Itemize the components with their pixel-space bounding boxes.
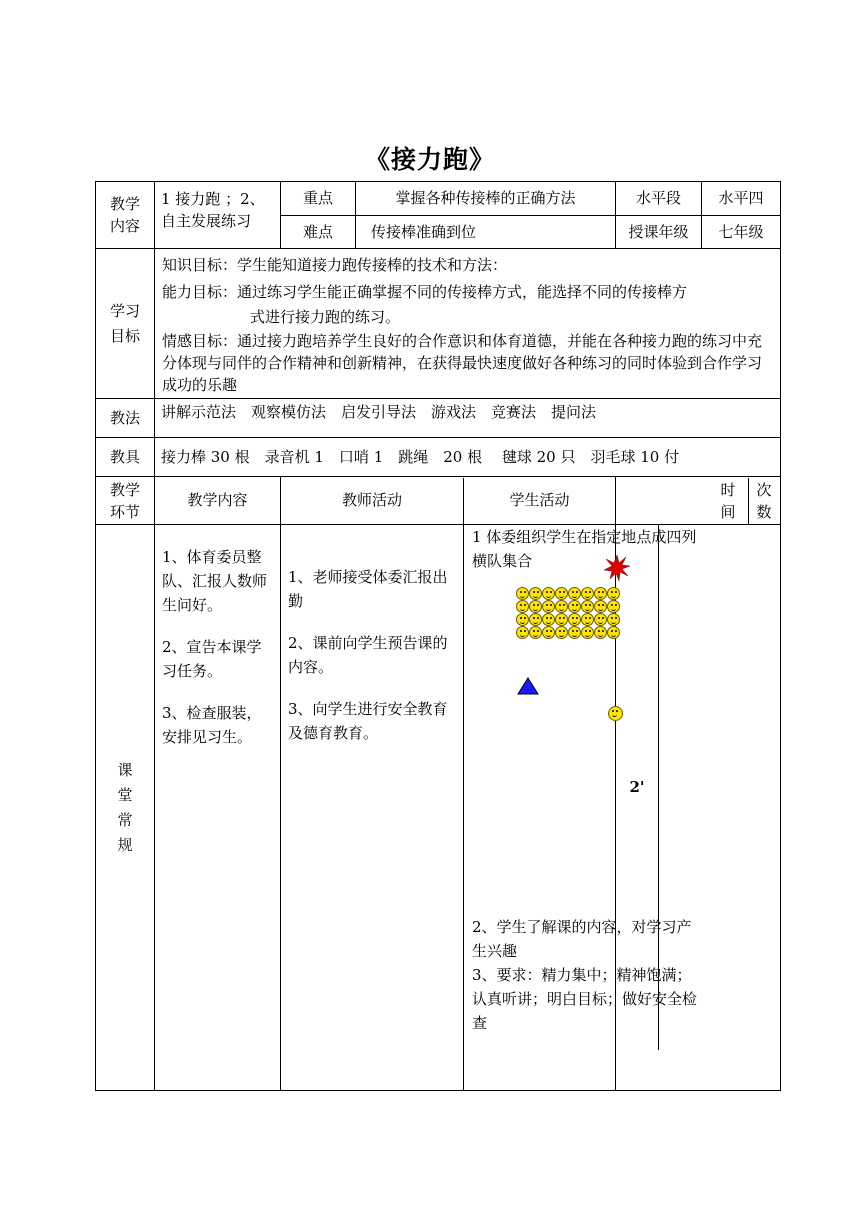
smiley-face-icon [594,626,607,639]
smiley-face-icon [529,613,542,626]
smiley-face-icon [555,626,568,639]
teacher-item: 1、老师接受体委汇报出勤 [288,568,448,610]
smiley-face-icon [529,600,542,613]
smiley-face-icon [529,587,542,600]
content-label: 教学内容 [96,182,155,249]
formation-row [516,600,620,613]
smiley-face-icon [568,600,581,613]
teacher-item: 3、向学生进行安全教育及德育教育。 [288,700,448,742]
lesson-plan-table [95,181,781,1091]
smiley-face-icon [555,600,568,613]
star-burst-icon [604,555,630,588]
smiley-face-icon [542,626,555,639]
col-teacher-head: 教师活动 [281,478,464,524]
grade-value: 七年级 [702,216,781,249]
student-item: 2、学生了解课的内容，对学习产生兴趣 [472,918,692,960]
smiley-face-icon [581,587,594,600]
content-text: 1 接力跑 ；2、自主发展练习 [155,182,281,249]
smiley-face-icon [607,626,620,639]
smiley-face-icon [516,600,529,613]
key-text: 掌握各种传接棒的正确方法 [356,182,616,216]
page-title: 《接力跑》 [364,145,495,174]
smiley-face-icon [516,613,529,626]
student-formation [516,587,620,639]
smiley-face-icon [607,600,620,613]
smiley-face-icon [555,587,568,600]
smiley-face-icon [581,600,594,613]
section-activities [281,525,698,1091]
goal-emotion: 情感目标：通过接力跑培养学生良好的合作意识和体育道德，并能在各种接力跑的练习中充分体现与同伴的合作精神和创新精神，在获得最快速度做好各种练习的同时体验到合作学习成功的乐趣 [162,332,763,394]
smiley-face-icon [555,613,568,626]
smiley-face-icon [568,587,581,600]
col-stage: 教学环节 [96,477,155,525]
content-item: 2、宣告本课学习任务。 [162,638,262,680]
smiley-face-icon [608,706,623,721]
smiley-face-icon [542,613,555,626]
goal-ability: 能力目标：通过练习学生能正确掌握不同的传接棒方式，能选择不同的传接棒方 [162,283,688,301]
goal-knowledge: 知识目标：学生能知道接力跑传接棒的技术和方法： [162,256,508,274]
content-item: 3、检查服装，安排见习生。 [162,704,262,746]
student-item: 3、要求：精力集中；精神饱满；认真听讲；明白目标；做好安全检查 [472,966,698,1032]
student-bottom [472,915,700,1035]
equipment-label: 教具 [96,438,155,477]
col-time: 时间 [616,478,749,524]
teacher-item: 2、课前向学生预告课的内容。 [288,634,448,676]
section-teacher [281,525,464,1090]
smiley-face-icon [607,613,620,626]
col-content: 教学内容 [155,477,281,525]
col-time-count [616,477,781,525]
smiley-face-icon [542,587,555,600]
goals-text [155,249,781,399]
difficulty-label: 难点 [281,216,356,249]
level-label: 水平段 [616,182,702,216]
smiley-face-icon [581,626,594,639]
smiley-face-icon [607,587,620,600]
smiley-face-icon [594,587,607,600]
content-item: 1、体育委员整队、汇报人数师生问好。 [162,548,268,614]
section-content [155,525,281,1091]
level-value: 水平四 [702,182,781,216]
section-student [464,525,698,1090]
equipment-text: 接力棒 30 根 录音机 1 口哨 1 跳绳 20 根 毽球 20 只 羽毛球 10 付 [155,438,781,477]
smiley-face-icon [529,626,542,639]
smiley-face-icon [568,613,581,626]
goals-label: 学习目标 [96,249,155,399]
smiley-face-icon [542,600,555,613]
formation-row [516,613,620,626]
student-top: 1 体委组织学生在指定地点成四列横队集合 [472,528,697,570]
col-count: 次数 [756,480,772,521]
col-student-head: 学生活动 [509,491,570,509]
goal-ability-cont: 式进行接力跑的练习。 [250,308,401,326]
grade-label: 授课年级 [616,216,702,249]
formation-row [516,626,620,639]
section-time: 2' [616,525,659,1050]
methods-label: 教法 [96,399,155,438]
section-stage: 课堂常规 [96,525,155,1091]
col-teacher [281,477,616,525]
smiley-face-icon [516,626,529,639]
formation-row [516,587,620,600]
smiley-face-icon [594,613,607,626]
smiley-face-icon [516,587,529,600]
smiley-face-icon [568,626,581,639]
smiley-face-icon [594,600,607,613]
smiley-face-icon [581,613,594,626]
methods-text: 讲解示范法 观察模仿法 启发引导法 游戏法 竞赛法 提问法 [155,399,781,438]
difficulty-text: 传接棒准确到位 [356,216,616,249]
key-label: 重点 [281,182,356,216]
triangle-icon [517,677,539,702]
